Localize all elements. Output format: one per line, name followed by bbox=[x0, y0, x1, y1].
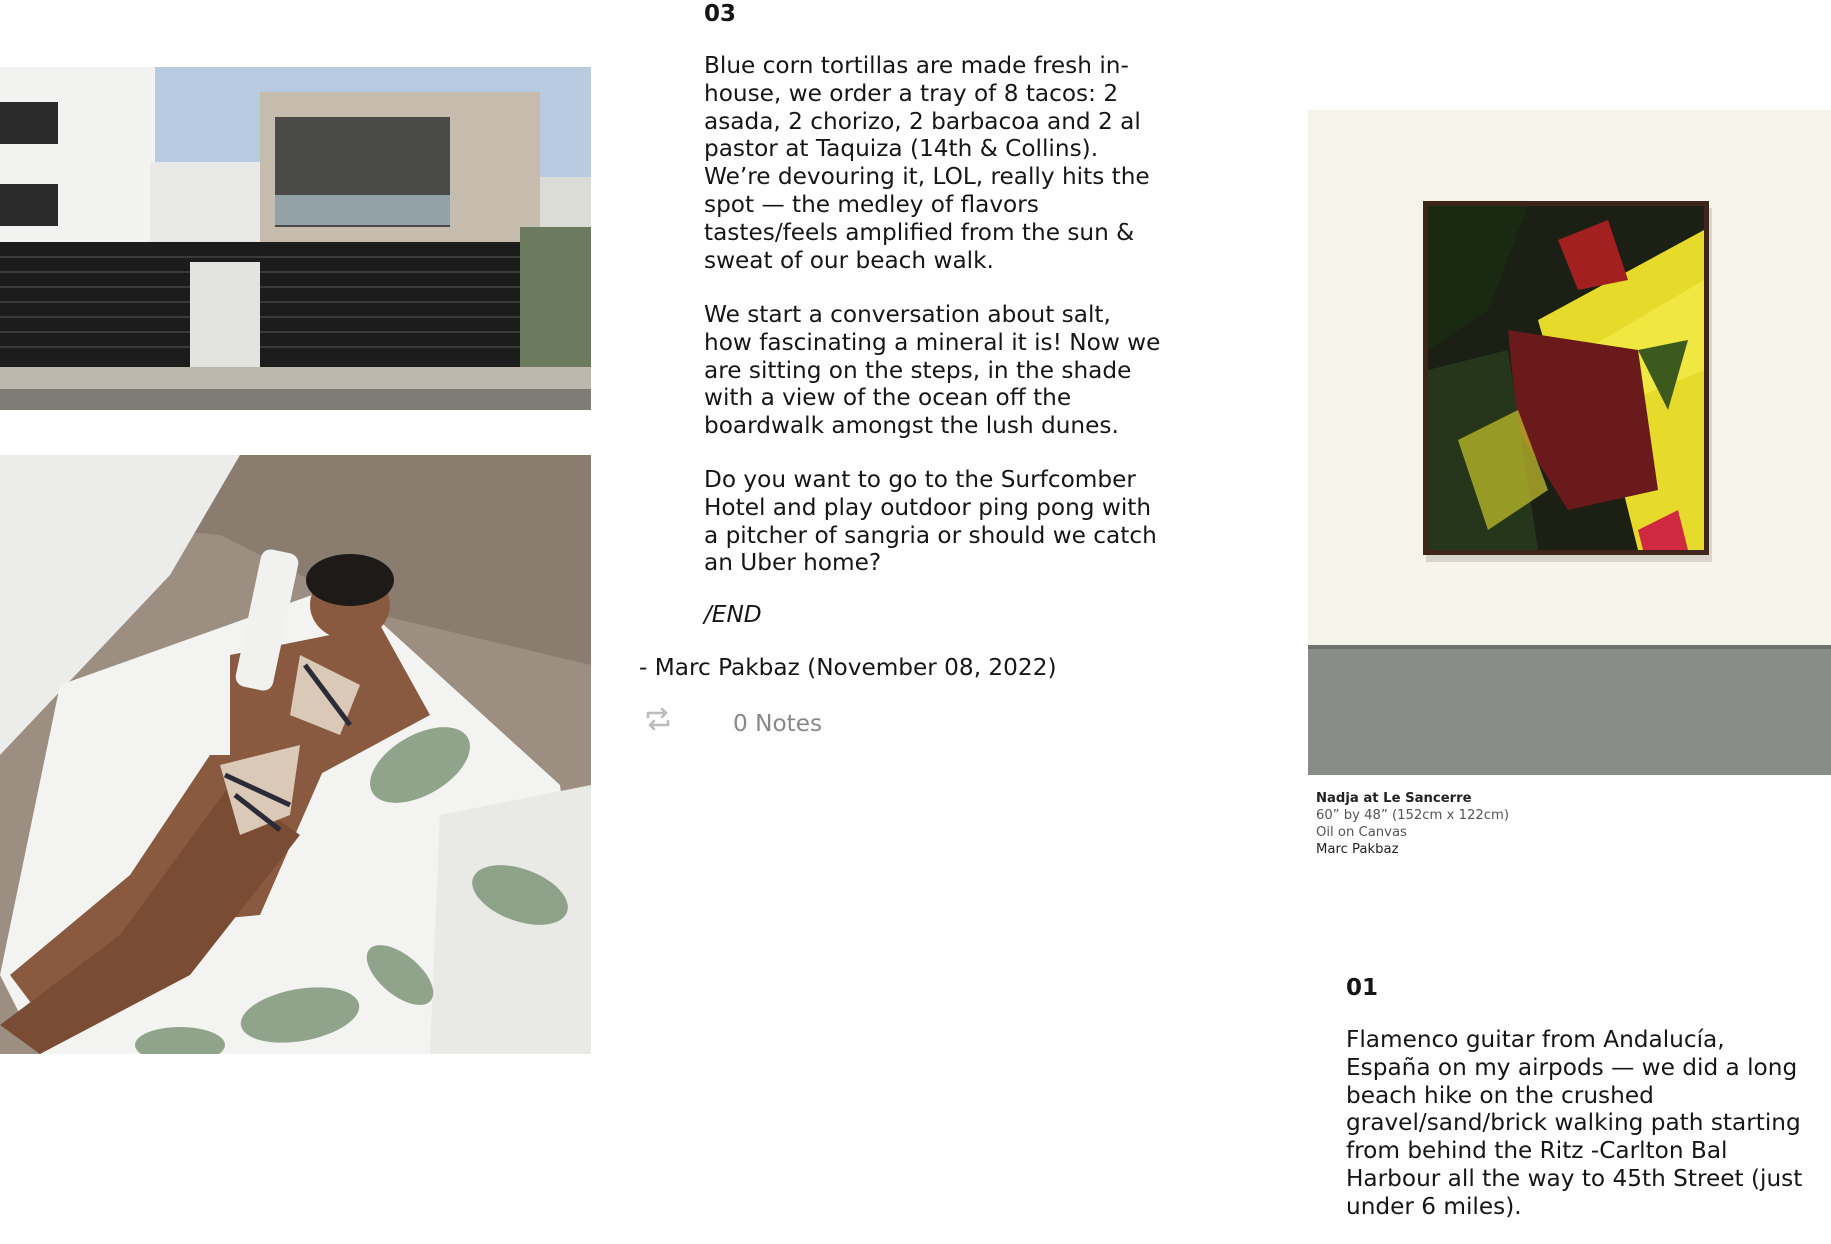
reblog-icon[interactable] bbox=[643, 704, 673, 734]
end-marker: /END bbox=[704, 601, 762, 628]
post-paragraph: Flamenco guitar from Andalucía, España on my airpods — we did a long beach hike on the crushed gravel/sand/brick walking path starting from behind the Ritz -Carlton Bal Harbour all the way to 45th Street (just under 6 miles). bbox=[1346, 1026, 1803, 1220]
post-signature: - Marc Pakbaz (November 08, 2022) bbox=[639, 654, 1057, 681]
artwork-artist: Marc Pakbaz bbox=[1316, 842, 1399, 857]
artwork-title: Nadja at Le Sancerre bbox=[1316, 791, 1472, 806]
beach-photo[interactable] bbox=[0, 455, 591, 1054]
post-paragraph: We start a conversation about salt, how fascinating a mineral it is! Now we are sitting on the steps, in the shade with a view of the ocean off the boardwalk amongst the lush dunes. bbox=[704, 301, 1161, 440]
house-photo[interactable] bbox=[0, 67, 591, 410]
artwork-dimensions: 60” by 48” (152cm x 122cm) bbox=[1316, 808, 1509, 823]
artwork-photo[interactable] bbox=[1308, 110, 1831, 775]
section-number: 03 bbox=[704, 1, 737, 27]
notes-count[interactable]: 0 Notes bbox=[733, 710, 823, 737]
post-paragraph: Blue corn tortillas are made fresh in-house, we order a tray of 8 tacos: 2 asada, 2 chorizo, 2 barbacoa and 2 al pastor at Taquiza (14th & Collins). We’re devouring it, LOL, really hits the spot — the medley of flavors tastes/feels amplified from the sun & sweat of our beach walk. bbox=[704, 52, 1150, 274]
post-paragraph: Do you want to go to the Surfcomber Hotel and play outdoor ping pong with a pitcher of sangria or should we catch an Uber home? bbox=[704, 466, 1157, 577]
artwork-medium: Oil on Canvas bbox=[1316, 825, 1407, 840]
section-number: 01 bbox=[1346, 975, 1379, 1001]
